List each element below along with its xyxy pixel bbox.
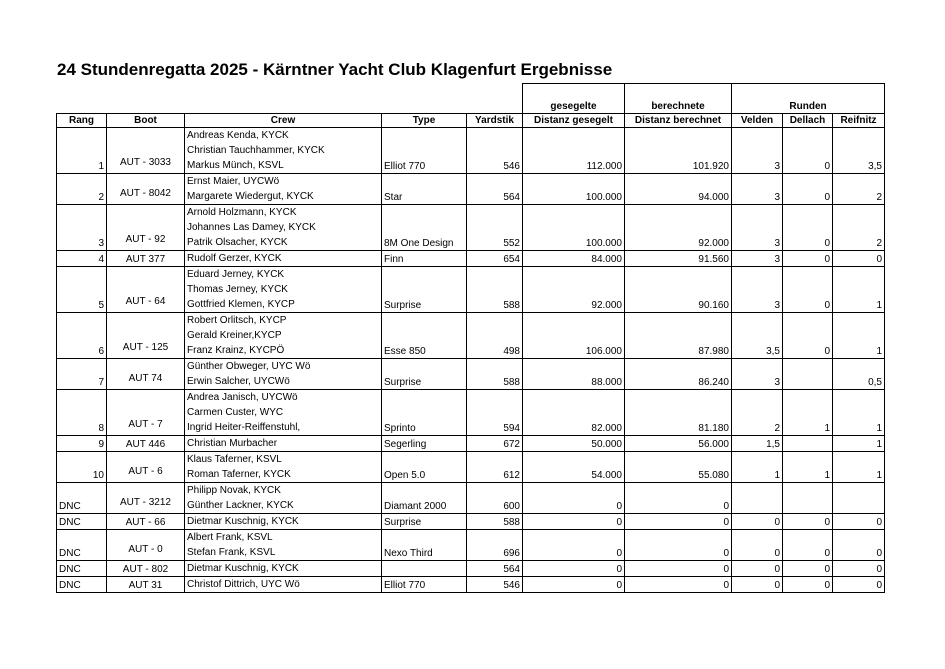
crew-member: Dietmar Kuschnig, KYCK: [187, 563, 299, 574]
col-header-type: Type: [382, 114, 467, 128]
cell-rang: 4: [57, 251, 107, 267]
cell-distanz-gesegelt: 0: [523, 483, 625, 514]
col-header-crew: Crew: [185, 114, 382, 128]
cell-distanz-berechnet: 0: [625, 530, 732, 561]
crew-member: Christian Tauchhammer, KYCK: [187, 145, 325, 156]
results-body: [57, 128, 885, 593]
cell-boot: [107, 205, 185, 251]
cell-yardstik: 594: [467, 390, 523, 436]
cell-distanz-gesegelt: 54.000: [523, 452, 625, 483]
cell-distanz-berechnet: 90.160: [625, 267, 732, 313]
cell-dellach: [783, 359, 833, 390]
crew-member: Klaus Taferner, KSVL: [187, 454, 282, 465]
crew-member: Markus Münch, KSVL: [187, 160, 284, 171]
crew-member: Dietmar Kuschnig, KYCK: [187, 516, 299, 527]
cell-velden: 2: [732, 390, 783, 436]
boot-label: AUT - 92: [125, 234, 166, 245]
cell-boot: [107, 174, 185, 205]
cell-reifnitz: 3,5: [833, 128, 885, 174]
cell-type: Esse 850: [382, 313, 467, 359]
cell-reifnitz: 0,5: [833, 359, 885, 390]
cell-yardstik: 612: [467, 452, 523, 483]
group-header-gesegelte: gesegelte: [523, 84, 625, 114]
crew-member: Robert Orlitsch, KYCP: [187, 315, 287, 326]
cell-reifnitz: 1: [833, 390, 885, 436]
cell-rang: DNC: [57, 561, 107, 577]
cell-yardstik: 672: [467, 436, 523, 452]
cell-velden: 0: [732, 561, 783, 577]
cell-distanz-gesegelt: 50.000: [523, 436, 625, 452]
cell-rang: DNC: [57, 514, 107, 530]
crew-member: Erwin Salcher, UYCWö: [187, 376, 290, 387]
table-row: [57, 267, 885, 313]
group-header-runden: Runden: [732, 84, 885, 114]
cell-velden: 1: [732, 452, 783, 483]
table-row: [57, 205, 885, 251]
cell-distanz-berechnet: 0: [625, 577, 732, 593]
cell-rang: 9: [57, 436, 107, 452]
cell-velden: 3: [732, 205, 783, 251]
cell-crew: [185, 530, 382, 561]
cell-distanz-berechnet: 56.000: [625, 436, 732, 452]
cell-rang: 5: [57, 267, 107, 313]
cell-distanz-berechnet: 0: [625, 561, 732, 577]
crew-member: Philipp Novak, KYCK: [187, 485, 281, 496]
col-header-yardstik: Yardstik: [467, 114, 523, 128]
blank-header-cell: [57, 84, 523, 114]
cell-boot: [107, 483, 185, 514]
crew-member: Roman Taferner, KYCK: [187, 469, 291, 480]
cell-velden: 1,5: [732, 436, 783, 452]
table-row: [57, 359, 885, 390]
cell-type: [382, 561, 467, 577]
cell-distanz-berechnet: 0: [625, 483, 732, 514]
crew-member: Arnold Holzmann, KYCK: [187, 207, 297, 218]
cell-yardstik: 546: [467, 577, 523, 593]
cell-reifnitz: 1: [833, 267, 885, 313]
cell-crew: [185, 561, 382, 577]
cell-distanz-berechnet: 94.000: [625, 174, 732, 205]
cell-reifnitz: 0: [833, 251, 885, 267]
cell-reifnitz: 1: [833, 436, 885, 452]
cell-rang: DNC: [57, 530, 107, 561]
cell-dellach: 0: [783, 174, 833, 205]
cell-crew: [185, 359, 382, 390]
crew-member: Ernst Maier, UYCWö: [187, 176, 280, 187]
cell-distanz-berechnet: 92.000: [625, 205, 732, 251]
boot-label: AUT - 802: [122, 564, 169, 575]
crew-member: Franz Krainz, KYCPÖ: [187, 345, 285, 356]
boot-label: AUT - 0: [128, 544, 163, 555]
cell-yardstik: 600: [467, 483, 523, 514]
cell-distanz-gesegelt: 0: [523, 530, 625, 561]
cell-crew: [185, 514, 382, 530]
cell-yardstik: 564: [467, 561, 523, 577]
cell-yardstik: 546: [467, 128, 523, 174]
cell-crew: [185, 128, 382, 174]
cell-boot: [107, 577, 185, 593]
cell-velden: 3,5: [732, 313, 783, 359]
cell-dellach: 0: [783, 267, 833, 313]
col-header-boot: Boot: [107, 114, 185, 128]
cell-reifnitz: 2: [833, 205, 885, 251]
cell-yardstik: 552: [467, 205, 523, 251]
table-row: [57, 436, 885, 452]
cell-type: Segerling: [382, 436, 467, 452]
group-header-row: [57, 84, 885, 114]
cell-crew: [185, 313, 382, 359]
cell-dellach: [783, 436, 833, 452]
cell-velden: 3: [732, 174, 783, 205]
cell-crew: [185, 205, 382, 251]
cell-velden: 0: [732, 577, 783, 593]
boot-label: AUT - 64: [125, 296, 166, 307]
cell-dellach: 0: [783, 205, 833, 251]
cell-velden: 0: [732, 514, 783, 530]
cell-distanz-gesegelt: 0: [523, 561, 625, 577]
crew-member: Albert Frank, KSVL: [187, 532, 273, 543]
boot-label: AUT 31: [128, 580, 163, 591]
cell-reifnitz: [833, 483, 885, 514]
crew-member: Patrik Olsacher, KYCK: [187, 237, 288, 248]
cell-dellach: 0: [783, 514, 833, 530]
boot-label: AUT - 3212: [120, 497, 171, 508]
table-row: [57, 452, 885, 483]
col-header-rang: Rang: [57, 114, 107, 128]
cell-dellach: 0: [783, 251, 833, 267]
cell-reifnitz: 0: [833, 561, 885, 577]
cell-reifnitz: 0: [833, 530, 885, 561]
boot-label: AUT 446: [125, 439, 166, 450]
cell-boot: [107, 436, 185, 452]
cell-distanz-berechnet: 81.180: [625, 390, 732, 436]
cell-boot: [107, 251, 185, 267]
crew-member: Gottfried Klemen, KYCP: [187, 299, 295, 310]
table-row: [57, 483, 885, 514]
cell-type: Surprise: [382, 359, 467, 390]
cell-boot: [107, 359, 185, 390]
table-row: [57, 251, 885, 267]
cell-boot: [107, 561, 185, 577]
cell-boot: [107, 267, 185, 313]
cell-reifnitz: 1: [833, 313, 885, 359]
table-row: [57, 174, 885, 205]
cell-velden: 3: [732, 128, 783, 174]
cell-distanz-gesegelt: 82.000: [523, 390, 625, 436]
cell-boot: [107, 514, 185, 530]
cell-distanz-berechnet: 87.980: [625, 313, 732, 359]
cell-crew: [185, 483, 382, 514]
cell-rang: 2: [57, 174, 107, 205]
cell-yardstik: 588: [467, 514, 523, 530]
page-title: 24 Stundenregatta 2025 - Kärntner Yacht Club Klagenfurt Ergebnisse: [57, 60, 613, 79]
cell-distanz-berechnet: 55.080: [625, 452, 732, 483]
cell-dellach: 0: [783, 313, 833, 359]
cell-crew: [185, 251, 382, 267]
cell-rang: 6: [57, 313, 107, 359]
cell-yardstik: 588: [467, 267, 523, 313]
cell-type: Elliot 770: [382, 128, 467, 174]
cell-type: 8M One Design: [382, 205, 467, 251]
cell-boot: [107, 452, 185, 483]
cell-reifnitz: 1: [833, 452, 885, 483]
cell-yardstik: 696: [467, 530, 523, 561]
col-header-dellach: Dellach: [783, 114, 833, 128]
cell-rang: DNC: [57, 483, 107, 514]
table-row: [57, 514, 885, 530]
cell-velden: 3: [732, 359, 783, 390]
cell-type: Diamant 2000: [382, 483, 467, 514]
cell-dellach: [783, 483, 833, 514]
cell-type: Sprinto: [382, 390, 467, 436]
crew-member: Johannes Las Damey, KYCK: [187, 222, 316, 233]
crew-member: Thomas Jerney, KYCK: [187, 284, 288, 295]
crew-member: Christian Murbacher: [187, 438, 278, 449]
cell-type: Elliot 770: [382, 577, 467, 593]
crew-member: Rudolf Gerzer, KYCK: [187, 253, 282, 264]
cell-distanz-gesegelt: 106.000: [523, 313, 625, 359]
cell-dellach: 1: [783, 452, 833, 483]
cell-rang: 1: [57, 128, 107, 174]
results-table: [56, 83, 885, 593]
cell-crew: [185, 267, 382, 313]
cell-distanz-gesegelt: 88.000: [523, 359, 625, 390]
boot-label: AUT - 66: [125, 517, 166, 528]
cell-yardstik: 564: [467, 174, 523, 205]
crew-member: Andrea Janisch, UYCWö: [187, 392, 298, 403]
cell-boot: [107, 390, 185, 436]
cell-boot: [107, 530, 185, 561]
crew-member: Stefan Frank, KSVL: [187, 547, 276, 558]
cell-velden: [732, 483, 783, 514]
cell-velden: 3: [732, 267, 783, 313]
cell-rang: 3: [57, 205, 107, 251]
cell-distanz-berechnet: 86.240: [625, 359, 732, 390]
cell-dellach: 0: [783, 128, 833, 174]
boot-label: AUT - 8042: [120, 188, 171, 199]
crew-member: Carmen Custer, WYC: [187, 407, 284, 418]
cell-distanz-berechnet: 101.920: [625, 128, 732, 174]
cell-type: Star: [382, 174, 467, 205]
cell-distanz-gesegelt: 0: [523, 514, 625, 530]
cell-type: Surprise: [382, 267, 467, 313]
table-row: [57, 128, 885, 174]
cell-boot: [107, 128, 185, 174]
boot-label: AUT 377: [125, 254, 166, 265]
cell-yardstik: 498: [467, 313, 523, 359]
cell-rang: 8: [57, 390, 107, 436]
cell-dellach: 0: [783, 530, 833, 561]
table-row: [57, 390, 885, 436]
cell-type: Open 5.0: [382, 452, 467, 483]
cell-distanz-gesegelt: 84.000: [523, 251, 625, 267]
table-row: [57, 561, 885, 577]
table-row: [57, 313, 885, 359]
boot-label: AUT - 7: [128, 419, 163, 430]
cell-crew: [185, 577, 382, 593]
cell-rang: 10: [57, 452, 107, 483]
cell-type: Nexo Third: [382, 530, 467, 561]
crew-member: Andreas Kenda, KYCK: [187, 130, 289, 141]
col-header-distanz-berechnet: Distanz berechnet: [625, 114, 732, 128]
cell-dellach: 0: [783, 561, 833, 577]
crew-member: Eduard Jerney, KYCK: [187, 269, 285, 280]
cell-crew: [185, 174, 382, 205]
cell-reifnitz: 0: [833, 514, 885, 530]
cell-rang: DNC: [57, 577, 107, 593]
cell-distanz-gesegelt: 100.000: [523, 205, 625, 251]
cell-crew: [185, 436, 382, 452]
crew-member: Gerald Kreiner,KYCP: [187, 330, 282, 341]
cell-dellach: 1: [783, 390, 833, 436]
crew-member: Günther Obweger, UYC Wö: [187, 361, 311, 372]
cell-distanz-berechnet: 0: [625, 514, 732, 530]
cell-reifnitz: 0: [833, 577, 885, 593]
cell-yardstik: 654: [467, 251, 523, 267]
crew-member: Günther Lackner, KYCK: [187, 500, 294, 511]
cell-type: Finn: [382, 251, 467, 267]
cell-yardstik: 588: [467, 359, 523, 390]
boot-label: AUT 74: [128, 373, 163, 384]
cell-crew: [185, 390, 382, 436]
cell-velden: 0: [732, 530, 783, 561]
table-row: [57, 577, 885, 593]
boot-label: AUT - 6: [128, 466, 163, 477]
cell-distanz-gesegelt: 0: [523, 577, 625, 593]
cell-dellach: 0: [783, 577, 833, 593]
cell-distanz-gesegelt: 112.000: [523, 128, 625, 174]
cell-distanz-berechnet: 91.560: [625, 251, 732, 267]
cell-crew: [185, 452, 382, 483]
table-row: [57, 530, 885, 561]
col-header-distanz-gesegelt: Distanz gesegelt: [523, 114, 625, 128]
cell-distanz-gesegelt: 100.000: [523, 174, 625, 205]
col-header-reifnitz: Reifnitz: [833, 114, 885, 128]
crew-member: Margarete Wiedergut, KYCK: [187, 191, 314, 202]
crew-member: Christof Dittrich, UYC Wö: [187, 579, 300, 590]
cell-reifnitz: 2: [833, 174, 885, 205]
column-header-row: [57, 114, 885, 128]
boot-label: AUT - 125: [122, 342, 169, 353]
cell-distanz-gesegelt: 92.000: [523, 267, 625, 313]
col-header-velden: Velden: [732, 114, 783, 128]
boot-label: AUT - 3033: [120, 157, 171, 168]
cell-type: Surprise: [382, 514, 467, 530]
crew-member: Ingrid Heiter-Reiffenstuhl,: [187, 422, 301, 433]
cell-velden: 3: [732, 251, 783, 267]
cell-boot: [107, 313, 185, 359]
cell-rang: 7: [57, 359, 107, 390]
group-header-berechnete: berechnete: [625, 84, 732, 114]
